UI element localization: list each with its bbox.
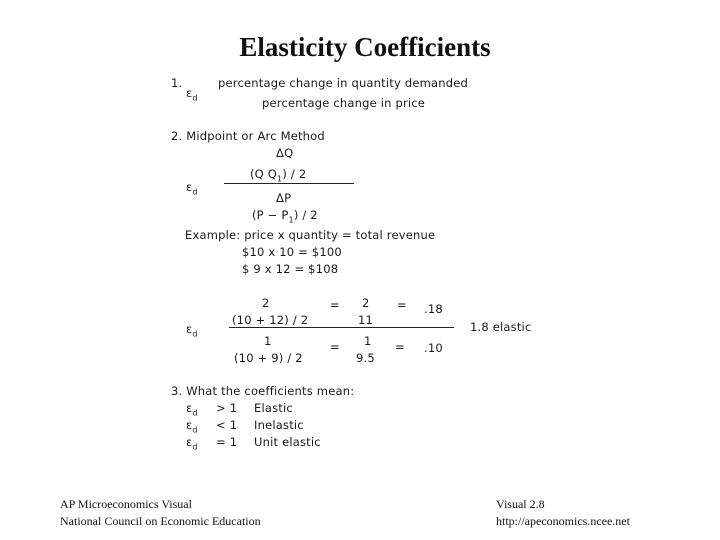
footer-course: AP Microeconomics Visual	[60, 497, 192, 511]
fraction-bar	[229, 327, 454, 328]
delta-q: ΔQ	[276, 146, 294, 160]
calc-numerator-change: 2	[262, 296, 270, 310]
calc-col2-numerator: 2	[362, 296, 370, 310]
section2-heading: 2. Midpoint or Arc Method	[171, 129, 325, 143]
calc-col3-denominator: .10	[424, 341, 443, 355]
epsilon-d-symbol: $\varepsilon_d$	[186, 435, 198, 452]
calc-denominator-average: (10 + 9) / 2	[234, 351, 303, 365]
example-label: Example: price x quantity = total revenue	[185, 228, 436, 242]
calc-col2-numerator-denominator: 11	[358, 313, 374, 327]
epsilon-d-symbol: $\varepsilon_d$	[186, 418, 198, 435]
coefficient-meaning: Elastic	[254, 401, 293, 415]
footer-left	[60, 496, 261, 530]
calc-equals: =	[397, 298, 407, 312]
fraction-bar	[224, 183, 354, 184]
example-row-1: $10 x 10 = $100	[242, 245, 342, 259]
section1-number: 1.	[171, 76, 183, 90]
footer-visual-number: Visual 2.8	[496, 497, 545, 511]
denominator-average-p: $(P - P_1) / 2$	[252, 208, 318, 225]
epsilon-d-symbol: $\varepsilon_d$	[186, 401, 198, 418]
section1-denominator: percentage change in price	[262, 96, 426, 110]
coefficient-relation: > 1	[216, 401, 238, 415]
calc-denominator-change: 1	[264, 334, 272, 348]
section3-heading: 3. What the coefficients mean:	[171, 384, 355, 398]
calc-numerator-average: (10 + 12) / 2	[232, 313, 309, 327]
coefficient-relation: < 1	[216, 418, 238, 432]
footer-organization: National Council on Economic Education	[60, 514, 261, 528]
calc-result: 1.8 elastic	[470, 320, 532, 334]
page-title: Elasticity Coefficients	[239, 32, 491, 62]
calc-col2-denominator: 1	[364, 334, 372, 348]
coefficient-meaning: Inelastic	[254, 418, 304, 432]
numerator-average-q: (Q $Q_1) / 2$	[250, 167, 307, 184]
delta-p: ΔP	[276, 191, 292, 205]
example-row-2: $ 9 x 12 = $108	[242, 262, 339, 276]
calc-equals: =	[330, 298, 340, 312]
calc-equals: =	[330, 340, 340, 354]
epsilon-d-symbol: $\varepsilon_d$	[186, 86, 198, 103]
epsilon-d-symbol: $\varepsilon_d$	[186, 180, 198, 197]
coefficient-relation: = 1	[216, 435, 238, 449]
section1-numerator: percentage change in quantity demanded	[218, 76, 469, 90]
footer-url: http://apeconomics.ncee.net	[496, 514, 630, 528]
footer-right	[496, 496, 630, 530]
calc-col3-numerator: .18	[424, 302, 443, 316]
calc-col2-denominator-denominator: 9.5	[356, 351, 375, 365]
epsilon-d-symbol: $\varepsilon_d$	[186, 322, 198, 339]
calc-equals: =	[395, 340, 405, 354]
coefficient-meaning: Unit elastic	[254, 435, 321, 449]
